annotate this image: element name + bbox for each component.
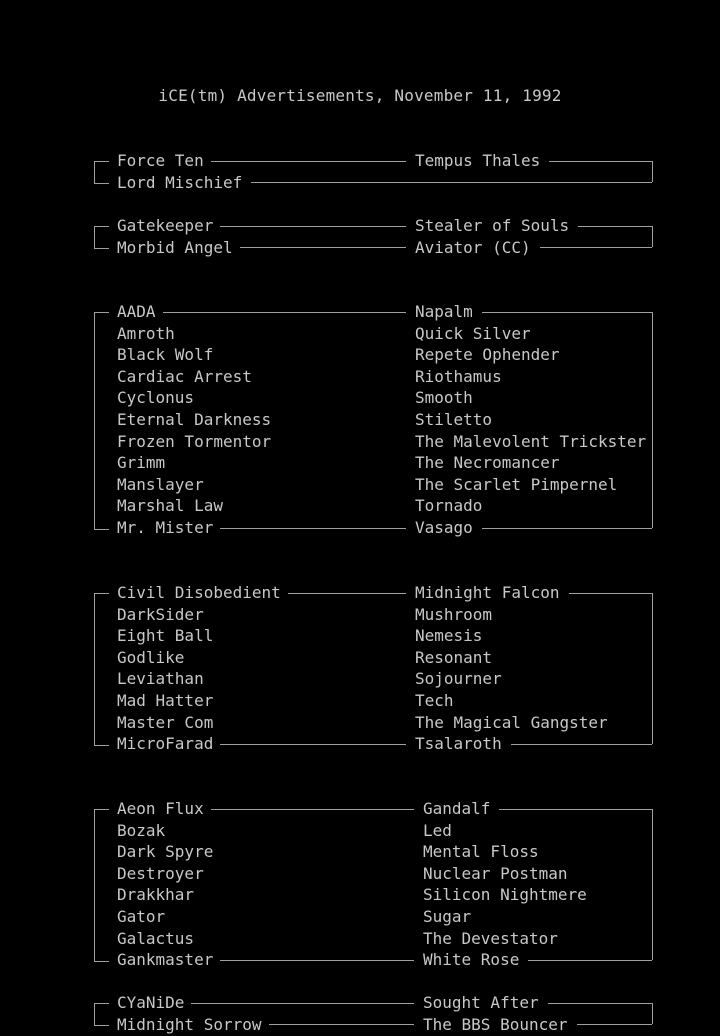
row-rule [220, 226, 406, 227]
member-name: Resonant [415, 647, 493, 667]
row-rule [220, 528, 406, 529]
member-name: Marshal Law [117, 496, 223, 516]
member-name: Mr. Mister [117, 518, 214, 537]
member-name: Dark Spyre [117, 842, 214, 862]
member-name: Midnight Sorrow [117, 1014, 262, 1034]
member-name: Quick Silver [415, 323, 531, 343]
member-group [0, 150, 720, 193]
row-rule [251, 182, 652, 183]
member-name: Tech [415, 691, 454, 710]
member-group [0, 582, 720, 755]
member-name: Civil Disobedient [117, 583, 281, 602]
member-name: MicroFarad [117, 734, 214, 754]
group-left-bracket [94, 226, 109, 250]
member-name: Frozen Tormentor [117, 431, 272, 451]
group-left-bracket [94, 312, 109, 530]
member-name: DarkSider [117, 604, 204, 624]
member-name: Sojourner [415, 669, 502, 689]
group-right-edge [652, 809, 653, 960]
row-rule [499, 809, 652, 810]
member-name: Master Com [117, 712, 214, 732]
member-name: Stealer of Souls [415, 216, 570, 235]
member-name: Black Wolf [117, 345, 214, 365]
member-name: White Rose [423, 950, 520, 970]
member-name: Cyclonus [117, 388, 195, 408]
group-right-edge [652, 226, 653, 248]
member-name: Sugar [423, 907, 472, 926]
row-rule [569, 593, 653, 594]
member-name: Aviator (CC) [415, 237, 531, 257]
member-name: Led [423, 820, 452, 840]
row-rule [540, 247, 652, 248]
member-name: Tempus Thales [415, 151, 541, 170]
row-rule [269, 1024, 415, 1025]
member-name: Sought After [423, 993, 539, 1012]
member-name: The Scarlet Pimpernel [415, 474, 618, 494]
member-name: Gatekeeper [117, 216, 214, 235]
member-name: Leviathan [117, 669, 204, 689]
member-name: Gankmaster [117, 950, 214, 970]
row-rule [578, 226, 652, 227]
row-rule [482, 312, 652, 313]
member-name: Silicon Nightmere [423, 885, 587, 905]
member-name: Mental Floss [423, 842, 539, 862]
member-name: Manslayer [117, 474, 204, 494]
member-name: Tornado [415, 496, 483, 516]
member-name: Nemesis [415, 626, 483, 646]
member-name: Napalm [415, 302, 473, 321]
member-name: Mushroom [415, 604, 493, 624]
member-name: Eternal Darkness [117, 410, 272, 429]
group-left-bracket [94, 161, 109, 185]
group-left-bracket [94, 809, 109, 962]
row-rule [220, 960, 414, 961]
row-rule [220, 744, 406, 745]
group-right-edge [652, 1003, 653, 1025]
member-name: Godlike [117, 647, 185, 667]
member-group [0, 992, 720, 1035]
row-rule [511, 744, 652, 745]
member-name: The Devestator [423, 928, 558, 948]
group-right-edge [652, 161, 653, 183]
row-rule [549, 161, 652, 162]
member-name: Destroyer [117, 863, 204, 883]
member-name: CYaNiDe [117, 993, 185, 1012]
member-name: Gator [117, 907, 166, 926]
member-name: Amroth [117, 323, 175, 343]
member-group [0, 798, 720, 971]
row-rule [577, 1024, 653, 1025]
member-name: Lord Mischief [117, 172, 243, 192]
row-rule [548, 1003, 652, 1004]
member-name: Repete Ophender [415, 345, 560, 365]
member-name: Grimm [117, 453, 166, 473]
member-name: Tsalaroth [415, 734, 502, 754]
row-rule [163, 312, 406, 313]
member-name: Eight Ball [117, 626, 214, 646]
member-name: The Magical Gangster [415, 712, 608, 732]
member-name: AADA [117, 302, 156, 321]
member-group [0, 301, 720, 539]
member-name: Midnight Falcon [415, 583, 560, 602]
group-right-edge [652, 593, 653, 744]
row-rule [240, 247, 406, 248]
member-name: Aeon Flux [117, 799, 204, 818]
row-rule [288, 593, 406, 594]
group-left-bracket [94, 593, 109, 746]
member-name: The BBS Bouncer [423, 1014, 568, 1034]
row-rule [191, 1003, 414, 1004]
member-name: Cardiac Arrest [117, 366, 252, 386]
row-rule [528, 960, 652, 961]
member-name: Force Ten [117, 151, 204, 170]
row-rule [211, 809, 414, 810]
page-title: iCE(tm) Advertisements, November 11, 1992 [158, 86, 562, 105]
member-name: Stiletto [415, 410, 493, 429]
member-name: Smooth [415, 388, 473, 408]
member-name: Galactus [117, 928, 195, 948]
member-name: Gandalf [423, 799, 491, 818]
row-rule [482, 528, 652, 529]
member-name: Morbid Angel [117, 237, 233, 257]
group-left-bracket [94, 1003, 109, 1027]
group-right-edge [652, 312, 653, 528]
member-name: Drakkhar [117, 885, 195, 905]
member-name: The Necromancer [415, 453, 560, 473]
member-name: Bozak [117, 820, 166, 840]
member-name: Mad Hatter [117, 691, 214, 710]
row-rule [211, 161, 406, 162]
member-name: Nuclear Postman [423, 863, 568, 883]
member-group [0, 215, 720, 258]
member-name: The Malevolent Trickster [415, 431, 647, 451]
member-name: Vasago [415, 518, 473, 537]
member-name: Riothamus [415, 366, 502, 386]
